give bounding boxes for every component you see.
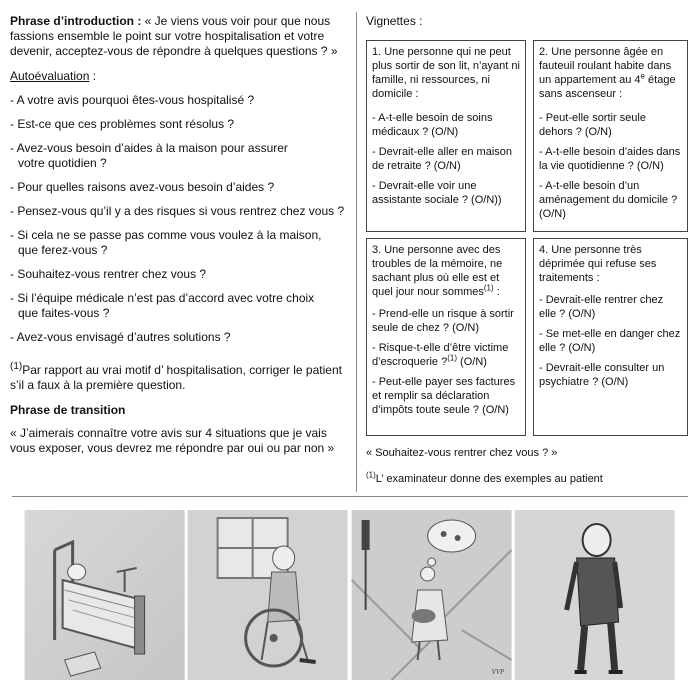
bedridden-patient-illustration — [24, 510, 185, 680]
box4-intro: 4. Une personne très déprimée qui refuse ses traitements : — [539, 244, 657, 284]
question-5: - Pensez-vous qu’il y a des risques si vous rentrez chez vous ? — [10, 204, 345, 218]
question-6a: - Si cela ne se passe pas comme vous voulez à la maison, — [10, 228, 322, 242]
wheelchair-icon — [187, 510, 348, 680]
box4-q3: - Devrait-elle consulter un psychiatre ? (O/N) — [539, 362, 665, 388]
question-6b: que ferez-vous ? — [18, 243, 108, 257]
box1-q1: - A-t-elle besoin de soins médicaux ? (O/N) — [372, 112, 493, 138]
box2-q1: - Peut-elle sortir seule dehors ? (O/N) — [539, 112, 646, 138]
examiner-note-text: L’ examinateur donne des exemples au patient — [375, 473, 603, 485]
left-column — [10, 14, 350, 456]
question-8b: que faites-vous ? — [18, 306, 110, 320]
depressed-man-illustration — [514, 510, 675, 680]
box2-q3: - A-t-elle besoin d’un aménagement du domicile ? (O/N) — [539, 180, 678, 220]
box3-q3: - Peut-elle payer ses factures et remplir sa déclaration d’impôts toute seule ? (O/N) — [372, 376, 516, 416]
vignette-box-3 — [366, 238, 526, 436]
box4-q1: - Devrait-elle rentrer chez elle ? (O/N) — [539, 294, 664, 320]
box3-intro-text: 3. Une personne avec des troubles de la mémoire, ne sachant plus où elle est et quel jour nour sommes — [372, 244, 503, 298]
autoeval-colon: : — [89, 69, 97, 83]
intro-label: Phrase d’introduction : — [10, 14, 142, 28]
signature: VVP — [491, 668, 504, 676]
footnote-text: Par rapport au vrai motif d’ hospitalisation, corriger le patient s’il a faux à la première question. — [10, 363, 342, 392]
question-7: - Souhaitez-vous rentrer chez vous ? — [10, 267, 207, 281]
autoeval-label: Autoévaluation — [10, 69, 90, 83]
question-3a: - Avez-vous besoin d’aides à la maison pour assurer — [10, 141, 288, 155]
vignette-box-2 — [533, 40, 688, 232]
vignette-box-4 — [533, 238, 688, 436]
box2-intro-end: étage sans ascenseur : — [539, 74, 676, 100]
vignette-box-1 — [366, 40, 526, 232]
box3-q2-text: - Risque-t-elle d’être victime d’escroquerie ? — [372, 342, 509, 368]
confused-woman-street-illustration — [351, 510, 512, 680]
box2-intro-sup: e — [640, 71, 645, 81]
column-divider — [356, 12, 357, 492]
footnote — [10, 363, 350, 393]
question-2: - Est-ce que ces problèmes sont résolus ? — [10, 117, 235, 131]
box1-q2: - Devrait-elle aller en maison de retraite ? (O/N) — [372, 146, 512, 172]
vignettes-title: Vignettes : — [366, 14, 423, 28]
right-column — [366, 14, 696, 29]
examiner-note-mark: (1) — [366, 470, 376, 480]
autoeval-heading — [10, 69, 350, 84]
bed-icon — [24, 510, 185, 680]
box3-intro-end: : — [493, 286, 500, 298]
question-3b: votre quotidien ? — [18, 156, 107, 170]
question-1: - A votre avis pourquoi êtes-vous hospitalisé ? — [10, 93, 255, 107]
box3-q1: - Prend-elle un risque à sortir seule de chez ? (O/N) — [372, 308, 514, 334]
box4-q2: - Se met-elle en danger chez elle ? (O/N) — [539, 328, 681, 354]
box3-q2 — [372, 341, 520, 369]
question-8a: - Si l’équipe médicale n’est pas d’accord avec votre choix — [10, 291, 315, 305]
intro-paragraph — [10, 14, 350, 59]
box3-intro-sup: (1) — [483, 283, 494, 293]
box3-intro — [372, 243, 520, 299]
box2-intro — [539, 45, 682, 101]
box2-intro-text: 2. Une personne âgée en fauteuil roulant habite dans un appartement au 4 — [539, 46, 672, 86]
footnote-mark: (1) — [10, 361, 23, 372]
box3-q2-sup: (1) — [447, 353, 457, 363]
question-9: - Avez-vous envisagé d’autres solutions ? — [10, 330, 231, 344]
transition-text: « J’aimerais connaître votre avis sur 4 situations que je vais vous exposer, vous devrez me répondre par oui ou par non » — [10, 426, 335, 455]
box1-q3: - Devrait-elle voir une assistante sociale ? (O/N)) — [372, 180, 502, 206]
closing-question: « Souhaitez-vous rentrer chez vous ? » — [366, 447, 558, 459]
transition-label: Phrase de transition — [10, 403, 126, 417]
box1-intro: 1. Une personne qui ne peut plus sortir de son lit, n’ayant ni famille, ni ressources, ni domicile : — [372, 46, 520, 100]
section-divider — [12, 496, 688, 497]
man-icon — [514, 510, 675, 680]
examiner-note — [366, 472, 603, 486]
question-4: - Pour quelles raisons avez-vous besoin d’aides ? — [10, 180, 275, 194]
wheelchair-window-illustration — [187, 510, 348, 680]
illustration-strip — [24, 510, 675, 680]
street-icon — [351, 510, 512, 680]
box2-q2: - A-t-elle besoin d’aides dans la vie quotidienne ? (O/N) — [539, 146, 681, 172]
intro-text: « Je viens vous voir pour que nous fassions ensemble le point sur votre hospitalisation et votre devenir, acceptez-vous de répondre à quelques questions ? » — [10, 14, 338, 58]
box3-q2-end: (O/N) — [457, 356, 487, 368]
